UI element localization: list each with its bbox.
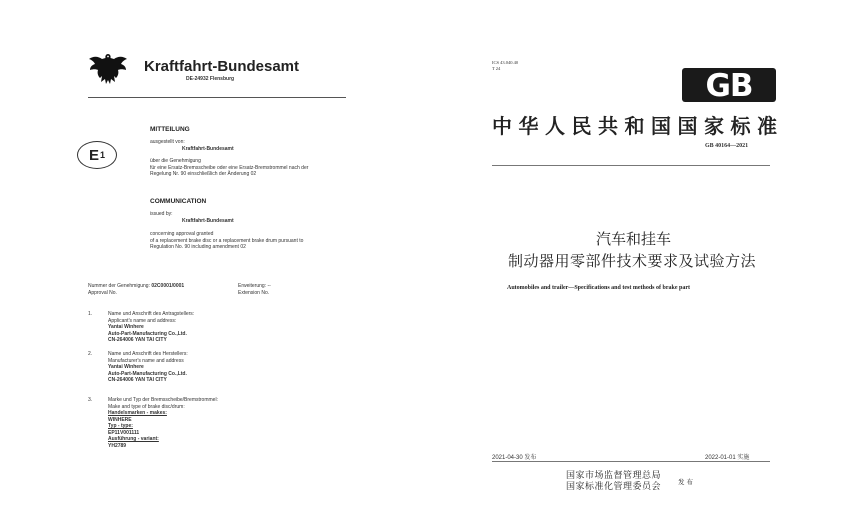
item-3-variant-value: YH2789 <box>108 442 127 449</box>
communication-issuer: Kraftfahrt-Bundesamt <box>182 218 234 224</box>
item-2-label-en: Manufacturer's name and address <box>108 357 184 364</box>
item-1-value-3: CN-264006 YAN TAI CITY <box>108 337 167 343</box>
item-3-label-de: Marke und Typ der Bremsscheibe/Bremstrommel: <box>108 397 218 403</box>
issuer-line-1: 国家市场监督管理总局 <box>566 471 662 481</box>
item-2-value-2: Auto-Part-Manufacturing Co.,Ltd. <box>108 370 187 377</box>
item-2-value-3: CN-264006 YAN TAI CITY <box>108 377 167 383</box>
mitteilung-line-2: für eine Ersatz-Bremsscheibe oder eine Ersatz-Bremstrommel nach der <box>150 164 309 171</box>
item-3-variant-label: Ausführung - variant: <box>108 436 159 442</box>
national-standard-title: 中华人民共和国国家标准 <box>492 114 784 138</box>
item-3-number: 3. <box>88 397 93 403</box>
item-1-value-2: Auto-Part-Manufacturing Co.,Ltd. <box>108 330 187 337</box>
item-3-type-label: Typ - type: <box>108 423 133 429</box>
extension-label-en: Extension No. <box>238 289 270 296</box>
ics-number: ICS 43.040.40 <box>492 60 519 65</box>
item-1-label-en: Applicant's name and address: <box>108 317 177 324</box>
effective-date: 2022-01-01 实施 <box>705 455 750 461</box>
gb-logo-text: GB <box>705 68 753 102</box>
title-cn-line-1: 汽车和挂车 <box>596 231 672 248</box>
item-2-label-de: Name und Anschrift des Herstellers: <box>108 351 188 357</box>
communication-line-2: of a replacement brake disc or a replacement brake drum pursuant to <box>150 237 304 244</box>
mitteilung-issued-label: ausgestellt von: <box>150 139 185 145</box>
title-en: Automobiles and trailer—Specifications and test methods of brake part <box>507 285 690 291</box>
mitteilung-heading: MITTEILUNG <box>150 126 190 133</box>
e-approval-mark <box>77 141 117 169</box>
header-divider <box>88 97 346 98</box>
item-3-make-value: WINHERE <box>108 416 132 423</box>
bottom-divider <box>492 461 770 462</box>
item-3-label-en: Make and type of brake disc/drum: <box>108 403 185 410</box>
standard-number: GB 40164—2021 <box>705 143 749 149</box>
mitteilung-line-1: über die Genehmigung <box>150 158 201 164</box>
issue-word: 发布 <box>678 478 695 486</box>
communication-line-1: concerning approval granted <box>150 231 214 237</box>
item-3-make-label: Handelsmarken - makes: <box>108 410 167 416</box>
e-mark-letter: E <box>88 146 99 164</box>
communication-issued-label: issued by: <box>150 211 173 217</box>
communication-line-3: Regulation No. 90 including amendment 02 <box>150 244 246 250</box>
item-1-number: 1. <box>88 311 93 317</box>
item-1-value-1: Yantai Winhere <box>108 324 144 330</box>
authority-name: Kraftfahrt-Bundesamt <box>144 58 300 75</box>
top-divider <box>492 165 770 166</box>
e-mark-number: 1 <box>100 150 106 160</box>
item-2-number: 2. <box>88 351 93 357</box>
gb-logo <box>682 68 776 102</box>
item-2-value-1: Yantai Winhere <box>108 364 144 370</box>
approval-label-de: Nummer der Genehmigung: <box>88 283 150 289</box>
ics-code <box>492 60 518 71</box>
approval-label-en: Approval No. <box>88 289 117 296</box>
authority-address: DE-24932 Flensburg <box>186 76 235 82</box>
communication-heading: COMMUNICATION <box>150 198 207 205</box>
approval-number: 02C0001/0001 <box>151 283 185 289</box>
item-3-type-value: EP11V001111 <box>108 429 140 436</box>
issuing-authorities <box>566 471 661 493</box>
mitteilung-line-3: Regelung Nr. 90 einschließlich der Änderung 02 <box>150 171 257 177</box>
federal-eagle-logo <box>88 50 128 86</box>
mitteilung-issuer: Kraftfahrt-Bundesamt <box>182 146 234 152</box>
extension-value: -- <box>267 283 271 289</box>
ccs-number: T 24 <box>492 65 501 71</box>
title-cn-line-2: 制动器用零部件技术要求及试验方法 <box>508 253 757 270</box>
extension-label-de: Erweiterung: <box>238 283 267 289</box>
release-date: 2021-04-30 发布 <box>492 455 537 461</box>
item-1-label-de: Name und Anschrift des Antragstellers: <box>108 311 195 317</box>
issuer-line-2: 国家标准化管理委员会 <box>566 482 662 492</box>
